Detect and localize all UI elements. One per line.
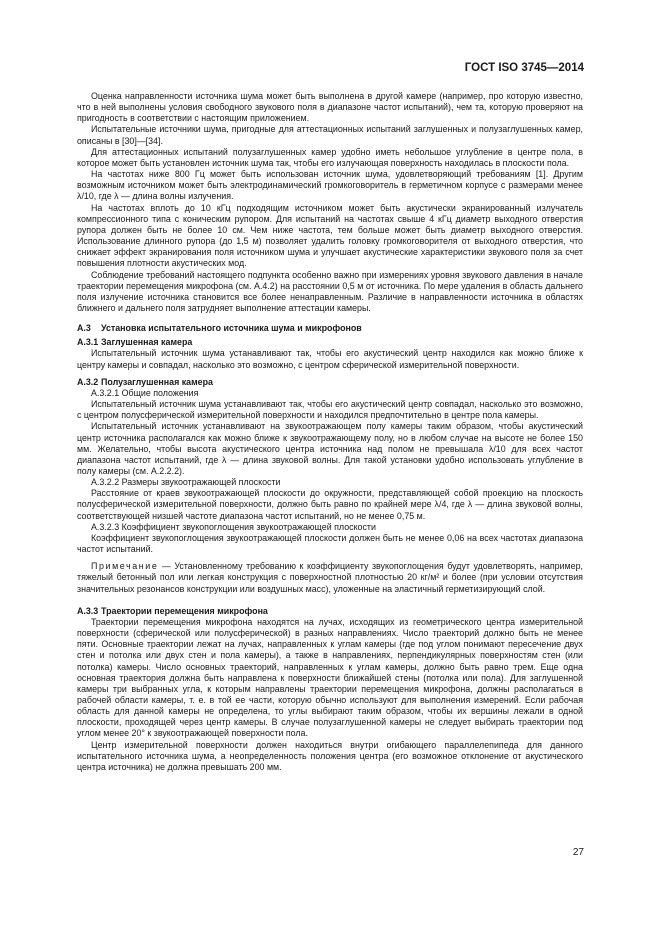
section-heading-a3 xyxy=(77,323,583,334)
clause-title: А.3.2.2 Размеры звукоотражающей плоскости xyxy=(91,477,281,488)
note-label: Примечание xyxy=(91,561,159,572)
paragraph: На частотах ниже 800 Гц может быть использован источник шума, удовлетворяющий требованиям [1]. Другим возможным источником может быть электродинамический громкоговоритель в герметичном корпусе с размерами менее λ/10, где λ — длина волны излучения. xyxy=(77,169,583,202)
section-title: Траектории перемещения микрофона xyxy=(101,605,268,616)
paragraph: Коэффициент звукопоглощения звукоотражающей плоскости должен быть не менее 0,06 на всех частотах диапазона частот испытаний. xyxy=(77,532,583,555)
paragraph: Центр измерительной поверхности должен находиться внутри огибающего параллелепипеда для данного испытательного источника шума, а неопределенность положения центра (его возможное отклонение от акустического центра источника) не должна превышать 200 мм. xyxy=(77,739,583,772)
subsection-heading-a31 xyxy=(77,337,583,348)
note xyxy=(77,561,583,594)
section-number: А.3.3 xyxy=(77,605,99,616)
section-title: Полузаглушенная камера xyxy=(101,376,213,387)
clause-title: А.3.2.3 Коэффициент звукопоглощения звукоотражающей плоскости xyxy=(91,521,376,532)
paragraph: Для аттестационных испытаний полузаглушенных камер удобно иметь небольшое углубление в центре пола, в которое может быть установлен источник шума так, чтобы его излучающая поверхность находилась в плоскости пола. xyxy=(77,146,583,168)
section-number: А.3.1 xyxy=(77,337,99,348)
section-number: А.3 xyxy=(77,323,91,334)
subsection-heading-a33 xyxy=(77,606,583,617)
paragraph: Испытательные источники шума, пригодные для аттестационных испытаний заглушенных и полузаглушенных камер, описаны в [30]—[34]. xyxy=(77,124,583,146)
paragraph: Траектории перемещения микрофона находятся на лучах, исходящих из геометрического центра измерительной поверхности (сферической или полусферической) в разных направлениях. Число траекторий должно быть не менее пяти. Основные траектории лежат на лучах, направленных к углам камеры (где под углом понимают пересечение двух стен и потолка или двух стен и пола камеры), а также в направлениях, перпендикулярных поверхностям стен (или потолка) камеры. Число основных траекторий, направленных к углам камеры, должно быть равно трем. Еще одна основная траектория должна быть направлена к поверхности ближайшей стены (потолка или пола). Для заглушенной камеры три выбранных угла, к которым направлены траектории перемещения микрофона, должны располагаться в рабочей области камеры, т. е. в той ее части, которую обычно используют для выполнения измерений. Если рабочая область для данной камеры не определена, то углы выбирают таким образом, чтобы их вершины лежали в одной плоскости, проходящей через центр камеры. В случае полузаглушенной камеры не следует выбирать траектории под углом менее 20° к звукоотражающей поверхности пола. xyxy=(77,616,583,739)
paragraph: Оценка направленности источника шума может быть выполнена в другой камере (например, про которую известно, что в ней выполнены условия свободного звукового поля в диапазоне частот испытаний), чем та, которую проверяют на пригодность в соответствии с настоящим приложением. xyxy=(77,91,583,124)
clause-title: А.3.2.1 Общие положения xyxy=(91,387,199,398)
paragraph: На частотах вплоть до 10 кГц подходящим источником может быть акустически экранированный излучатель компрессионного типа с коническим рупором. Для испытаний на частотах свыше 4 кГц диаметр выходного отверстия рупора должен быть не более 10 см. Чем ниже частота, тем больше может быть диаметр выходного отверстия. Использование длинного рупора (до 1,5 м) позволяет удалить головку громкоговорителя от выходного отверстия, что снижает эффект экранирования поля источником шума и улучшает акустические характеристики звукового поля за счет повышения плотности акустических мод. xyxy=(77,202,583,269)
page-number: 27 xyxy=(572,847,584,858)
subsection-heading-a32 xyxy=(77,377,583,388)
note-text: — Установленному требованию к коэффициенту звукопоглощения будут удовлетворять, например, тяжелый бетонный пол или легкая конструкция с поверхностной плотностью 20 кг/м² и более (при условии отсутствия значительных резонансов конструкции или воздушных масс), уложенные на эластичный герметизирующий слой. xyxy=(77,561,583,594)
paragraph: Испытательный источник шума устанавливают так, чтобы его акустический центр совпадал, насколько это возможно, с центром полусферической измерительной поверхности и находился предпочтительно в центре пола камеры. xyxy=(77,399,583,421)
document-header: ГОСТ ISO 3745—2014 xyxy=(464,62,584,74)
document-body xyxy=(77,91,583,773)
section-number: А.3.2 xyxy=(77,376,99,387)
paragraph: Испытательный источник шума устанавливают так, чтобы его акустический центр находился как можно ближе к центру камеры и совпадал, насколько это возможно, с центром сферической измерительной поверхности. xyxy=(77,348,583,370)
paragraph: Расстояние от краев звукоотражающей плоскости до окружности, представляющей собой проекцию на плоскость полусферической измерительной поверхности, должно быть равно по крайней мере λ/4, где λ — длина звуковой волны, соответствующей низшей частоте диапазона частот испытаний, но не менее 0,75 м. xyxy=(77,488,583,521)
paragraph: Испытательный источник устанавливают на звукоотражающем полу камеры таким образом, чтобы акустический центр источника располагался как можно ближе к звукоотражающему полу, но в любом случае на высоте не более 150 мм. Желательно, чтобы высота акустического центра источника над полом не превышала λ/10 для всех частот диапазона частот испытаний, где λ — длина звуковой волны. Для такой установки удобно использовать углубление в полу камеры (см. А.2.2.2). xyxy=(77,421,583,476)
paragraph: Соблюдение требований настоящего подпункта особенно важно при измерениях уровня звукового давления в начале траектории перемещения микрофона (см. А.4.2) на расстоянии 0,5 м от источника. По мере удаления в область дальнего поля излучение источника становится все более ненаправленным. Различие в направленности источника в областях ближнего и дальнего поля затрудняет выполнение аттестации камеры. xyxy=(77,269,583,313)
section-title: Заглушенная камера xyxy=(101,337,193,348)
section-title: Установка испытательного источника шума и микрофонов xyxy=(101,323,362,334)
